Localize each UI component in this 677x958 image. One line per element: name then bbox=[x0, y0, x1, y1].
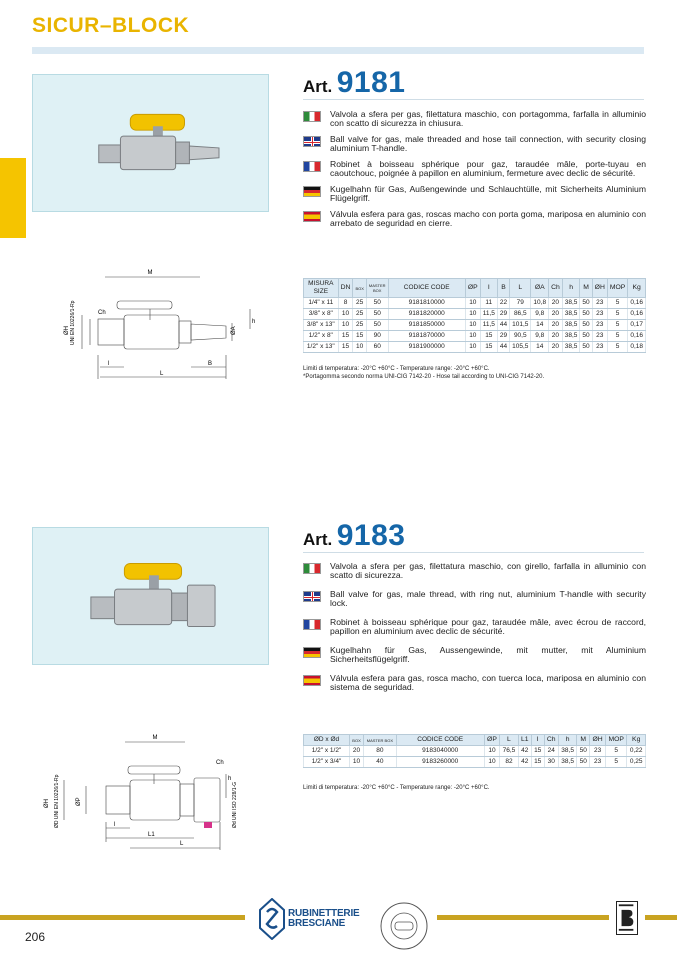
table-cell: 20 bbox=[549, 342, 563, 353]
table-cell: 50 bbox=[580, 342, 592, 353]
description-text: Valvola a sfera per gas, filettatura maschio, con girello, farfalla in alluminio con scatto di sicurezza. bbox=[330, 561, 646, 580]
dim-OP: ØP bbox=[76, 797, 82, 806]
table-cell: 38,5 bbox=[562, 320, 580, 331]
table-cell: 8 bbox=[338, 298, 353, 309]
dim-M: M bbox=[152, 735, 158, 741]
technical-drawing-9183 bbox=[40, 728, 275, 853]
table-cell: 38,5 bbox=[558, 757, 576, 768]
art-number: 9183 bbox=[336, 519, 406, 552]
table-cell: 10 bbox=[484, 757, 500, 768]
table-cell: 5 bbox=[606, 757, 627, 768]
spain-flag-icon bbox=[303, 675, 321, 686]
table-cell: 80 bbox=[364, 746, 397, 757]
brand-line2: BRESCIANE bbox=[288, 918, 346, 929]
note-temperature: Limiti di temperatura: -20°C +60°C - Temperature range: -20°C +60°C. bbox=[303, 366, 490, 372]
table-row bbox=[304, 342, 646, 353]
dim-B: B bbox=[208, 361, 213, 367]
table-cell: 23 bbox=[592, 320, 607, 331]
table-cell: 42 bbox=[518, 746, 531, 757]
description-text: Kugelhahn für Gas, Aussengewinde, mit mutter, mit Aluminium Sicherheitsflügelgriff. bbox=[330, 645, 646, 664]
table-header-row bbox=[304, 735, 646, 746]
notes-9183 bbox=[303, 785, 490, 793]
table-cell: 0,25 bbox=[627, 757, 646, 768]
table-cell: 50 bbox=[580, 320, 592, 331]
col-ch: Ch bbox=[549, 279, 563, 298]
table-cell: 10 bbox=[484, 746, 500, 757]
article-divider bbox=[303, 99, 644, 100]
dim-M: M bbox=[147, 270, 153, 276]
table-cell: 20 bbox=[350, 746, 364, 757]
col-master-box: MASTER BOX bbox=[366, 279, 388, 298]
description-fr bbox=[303, 618, 646, 636]
table-cell: 23 bbox=[592, 298, 607, 309]
dim-l: l bbox=[114, 822, 116, 828]
table-cell: 50 bbox=[577, 746, 590, 757]
description-text: Ball valve for gas, male thread, with ring nut, aluminium T-handle with security lock. bbox=[330, 589, 646, 608]
footer-bar-right bbox=[645, 915, 677, 920]
table-cell: 5 bbox=[607, 309, 627, 320]
table-cell: 23 bbox=[590, 746, 606, 757]
table-cell: 15 bbox=[531, 746, 544, 757]
table-cell: 23 bbox=[592, 309, 607, 320]
table-cell: 50 bbox=[580, 331, 592, 342]
table-cell: 10,8 bbox=[531, 298, 549, 309]
table-cell: 50 bbox=[366, 298, 388, 309]
italy-flag-icon bbox=[303, 111, 321, 122]
table-cell: 38,5 bbox=[562, 331, 580, 342]
table-cell: 15 bbox=[353, 331, 366, 342]
table-cell: 79 bbox=[510, 298, 531, 309]
descriptions-9181 bbox=[303, 110, 646, 235]
brand-line1: RUBINETTERIE bbox=[288, 908, 360, 919]
description-text: Robinet à boisseau sphérique pour gaz, taraudée mâle, avec écrou de raccord, papillon en aluminium avec declic de sécurité. bbox=[330, 617, 646, 636]
article-title-9181 bbox=[303, 66, 405, 100]
table-cell: 9,8 bbox=[531, 331, 549, 342]
description-text: Robinet à boisseau sphérique pour gaz, taraudée mâle, porte-tuyau en caoutchouc, poignée à papillon en aluminium, fermeture avec declic de sécurité. bbox=[330, 159, 646, 178]
table-cell: 3/8" x 8" bbox=[304, 309, 339, 320]
table-row bbox=[304, 331, 646, 342]
table-cell: 15 bbox=[480, 331, 497, 342]
table-cell: 50 bbox=[580, 298, 592, 309]
table-cell: 25 bbox=[353, 298, 366, 309]
table-cell: 38,5 bbox=[562, 298, 580, 309]
table-cell: 50 bbox=[366, 320, 388, 331]
table-cell: 38,5 bbox=[562, 309, 580, 320]
table-cell: 0,16 bbox=[628, 298, 646, 309]
col-op: ØP bbox=[465, 279, 480, 298]
art-label: Art. bbox=[303, 530, 333, 549]
italy-flag-icon bbox=[303, 563, 321, 574]
dim-L1: L1 bbox=[148, 832, 155, 838]
description-it bbox=[303, 110, 646, 128]
table-cell: 5 bbox=[607, 298, 627, 309]
table-cell: 10 bbox=[465, 342, 480, 353]
table-cell: 105,5 bbox=[510, 342, 531, 353]
table-cell: 10 bbox=[465, 298, 480, 309]
table-cell: 24 bbox=[544, 746, 558, 757]
thread-label: UNI EN 10226/1-Rp bbox=[70, 300, 76, 345]
uk-flag-icon bbox=[303, 591, 321, 602]
description-en bbox=[303, 135, 646, 153]
table-cell: 29 bbox=[497, 331, 509, 342]
article-divider bbox=[303, 552, 644, 553]
col-size: ØD x Ød bbox=[304, 735, 350, 746]
table-header-row bbox=[304, 279, 646, 298]
table-cell: 42 bbox=[518, 757, 531, 768]
description-text: Válvula esfera para gas, rosca macho, con tuerca loca, mariposa en aluminio con sistema de seguridad. bbox=[330, 673, 646, 692]
table-cell: 0,16 bbox=[628, 309, 646, 320]
product-photo-9181 bbox=[32, 74, 269, 212]
table-cell: 9181810000 bbox=[388, 298, 465, 309]
table-cell: 10 bbox=[353, 342, 366, 353]
table-cell: 90 bbox=[366, 331, 388, 342]
col-code: CODICE CODE bbox=[396, 735, 484, 746]
table-cell: 15 bbox=[338, 342, 353, 353]
article-title-9183 bbox=[303, 519, 405, 553]
table-cell: 20 bbox=[549, 320, 563, 331]
descriptions-9183 bbox=[303, 562, 646, 699]
col-oh: ØH bbox=[592, 279, 607, 298]
table-cell: 23 bbox=[592, 342, 607, 353]
table-cell: 25 bbox=[353, 309, 366, 320]
footer-bar-mid bbox=[437, 915, 609, 920]
footer-bar-left bbox=[0, 915, 245, 920]
table-cell: 14 bbox=[531, 320, 549, 331]
germany-flag-icon bbox=[303, 647, 321, 658]
table-row bbox=[304, 298, 646, 309]
dim-Ch: Ch bbox=[98, 310, 106, 316]
uk-flag-icon bbox=[303, 136, 321, 147]
col-h: h bbox=[562, 279, 580, 298]
table-cell: 23 bbox=[592, 331, 607, 342]
france-flag-icon bbox=[303, 161, 321, 172]
thread-label-2: Ød UNI ISO 228/1-G bbox=[232, 781, 238, 828]
table-cell: 0,17 bbox=[628, 320, 646, 331]
table-cell: 9181900000 bbox=[388, 342, 465, 353]
description-fr bbox=[303, 160, 646, 178]
table-cell: 5 bbox=[607, 342, 627, 353]
page-number: 206 bbox=[25, 930, 46, 944]
dim-OH: ØH bbox=[44, 799, 50, 808]
col-l1: L1 bbox=[518, 735, 531, 746]
table-cell: 9183260000 bbox=[396, 757, 484, 768]
table-cell: 1/2" x 3/4" bbox=[304, 757, 350, 768]
table-cell: 10 bbox=[338, 309, 353, 320]
description-text: Ball valve for gas, male threaded and hose tail connection, with security closing aluminium T-handle. bbox=[330, 134, 646, 153]
table-cell: 9181870000 bbox=[388, 331, 465, 342]
germany-flag-icon bbox=[303, 186, 321, 197]
table-cell: 30 bbox=[544, 757, 558, 768]
description-text: Válvula esfera para gas, roscas macho con porta goma, mariposa en aluminio con arrebato de seguridad en cierre. bbox=[330, 209, 646, 228]
art-label: Art. bbox=[303, 77, 333, 96]
table-cell: 1/2" x 8" bbox=[304, 331, 339, 342]
col-kg: Kg bbox=[628, 279, 646, 298]
col-l: L bbox=[500, 735, 518, 746]
rubinetterie-bresciane-logo bbox=[259, 898, 371, 940]
table-cell: 9183040000 bbox=[396, 746, 484, 757]
table-cell: 15 bbox=[531, 757, 544, 768]
table-cell: 22 bbox=[497, 298, 509, 309]
dim-L: L bbox=[160, 371, 164, 377]
table-cell: 1/2" x 13" bbox=[304, 342, 339, 353]
col-code: CODICE CODE bbox=[388, 279, 465, 298]
table-row bbox=[304, 757, 646, 768]
dim-h: h bbox=[228, 776, 232, 782]
table-cell: 90,5 bbox=[510, 331, 531, 342]
table-cell: 15 bbox=[480, 342, 497, 353]
b-group-logo bbox=[616, 901, 638, 935]
col-oh: ØH bbox=[590, 735, 606, 746]
table-cell: 11,5 bbox=[480, 309, 497, 320]
table-cell: 5 bbox=[607, 320, 627, 331]
description-en bbox=[303, 590, 646, 608]
table-row bbox=[304, 309, 646, 320]
table-cell: 10 bbox=[338, 320, 353, 331]
table-cell: 44 bbox=[497, 320, 509, 331]
dim-Ch: Ch bbox=[216, 760, 224, 766]
spec-table-9181 bbox=[303, 278, 646, 353]
table-cell: 60 bbox=[366, 342, 388, 353]
table-cell: 44 bbox=[497, 342, 509, 353]
table-cell: 5 bbox=[607, 331, 627, 342]
col-ch: Ch bbox=[544, 735, 558, 746]
table-cell: 50 bbox=[577, 757, 590, 768]
table-cell: 3/8" x 13" bbox=[304, 320, 339, 331]
description-text: Valvola a sfera per gas, filettatura maschio, con portagomma, farfalla in alluminio con scatto di sicurezza in chiusura. bbox=[330, 109, 646, 128]
table-cell: 50 bbox=[580, 309, 592, 320]
page-title: SICUR–BLOCK bbox=[32, 14, 190, 37]
col-dn: DN bbox=[338, 279, 353, 298]
france-flag-icon bbox=[303, 619, 321, 630]
spec-table-9183 bbox=[303, 734, 646, 768]
table-cell: 10 bbox=[465, 320, 480, 331]
table-cell: 9181850000 bbox=[388, 320, 465, 331]
col-mop: MOP bbox=[606, 735, 627, 746]
table-cell: 38,5 bbox=[562, 342, 580, 353]
col-m: M bbox=[580, 279, 592, 298]
col-kg: Kg bbox=[627, 735, 646, 746]
description-it bbox=[303, 562, 646, 580]
table-cell: 10 bbox=[465, 331, 480, 342]
table-cell: 0,18 bbox=[628, 342, 646, 353]
table-cell: 29 bbox=[497, 309, 509, 320]
table-cell: 15 bbox=[338, 331, 353, 342]
description-de bbox=[303, 646, 646, 664]
note-temperature: Limiti di temperatura: -20°C +60°C - Temperature range: -20°C +60°C. bbox=[303, 785, 490, 791]
product-photo-9183 bbox=[32, 527, 269, 665]
dim-l: l bbox=[108, 361, 110, 367]
table-cell: 82 bbox=[500, 757, 518, 768]
table-cell: 86,5 bbox=[510, 309, 531, 320]
table-cell: 0,16 bbox=[628, 331, 646, 342]
col-size: MISURA SIZE bbox=[304, 279, 339, 298]
dim-L: L bbox=[180, 841, 184, 847]
table-cell: 50 bbox=[366, 309, 388, 320]
art-number: 9181 bbox=[336, 66, 406, 99]
dim-h: h bbox=[252, 319, 256, 325]
table-cell: 9181820000 bbox=[388, 309, 465, 320]
table-body bbox=[304, 298, 646, 353]
col-master-box: MASTER BOX bbox=[364, 735, 397, 746]
col-mop: MOP bbox=[607, 279, 627, 298]
iso-certification-seal-icon bbox=[379, 901, 429, 951]
col-oa: ØA bbox=[531, 279, 549, 298]
table-cell: 11,5 bbox=[480, 320, 497, 331]
table-cell: 10 bbox=[350, 757, 364, 768]
col-l: L bbox=[510, 279, 531, 298]
table-cell: 10 bbox=[465, 309, 480, 320]
table-cell: 1/2" x 1/2" bbox=[304, 746, 350, 757]
col-i: I bbox=[480, 279, 497, 298]
thread-label-1: ØD UNI EN 10226/1-Rp bbox=[54, 774, 60, 828]
table-row bbox=[304, 746, 646, 757]
table-row bbox=[304, 320, 646, 331]
table-cell: 20 bbox=[549, 331, 563, 342]
table-cell: 5 bbox=[606, 746, 627, 757]
table-body bbox=[304, 746, 646, 768]
dim-OH: ØH bbox=[64, 326, 70, 335]
col-op: ØP bbox=[484, 735, 500, 746]
notes-9181 bbox=[303, 366, 544, 381]
table-cell: 14 bbox=[531, 342, 549, 353]
table-cell: 38,5 bbox=[558, 746, 576, 757]
col-m: M bbox=[577, 735, 590, 746]
note-hose-tail: *Portagomma secondo norma UNI-CIG 7142-20 - Hose tail according to UNI-CIG 7142-20. bbox=[303, 373, 545, 380]
table-cell: 76,5 bbox=[500, 746, 518, 757]
table-cell: 20 bbox=[549, 309, 563, 320]
spain-flag-icon bbox=[303, 211, 321, 222]
description-es bbox=[303, 210, 646, 228]
description-es bbox=[303, 674, 646, 692]
col-i: I bbox=[531, 735, 544, 746]
col-box: BOX bbox=[353, 279, 366, 298]
section-side-tab bbox=[0, 158, 26, 238]
table-cell: 23 bbox=[590, 757, 606, 768]
title-underline bbox=[32, 47, 644, 54]
table-cell: 25 bbox=[353, 320, 366, 331]
dim-OA: ØA bbox=[231, 326, 237, 335]
description-de bbox=[303, 185, 646, 203]
col-h: h bbox=[558, 735, 576, 746]
description-text: Kugelhahn für Gas, Außengewinde und Schlauchtülle, mit Sicherheits Aluminium Flügelgriff. bbox=[330, 184, 646, 203]
table-cell: 9,8 bbox=[531, 309, 549, 320]
table-cell: 40 bbox=[364, 757, 397, 768]
technical-drawing-9181 bbox=[60, 265, 275, 383]
table-cell: 11 bbox=[480, 298, 497, 309]
table-cell: 1/4" x 11 bbox=[304, 298, 339, 309]
table-cell: 0,22 bbox=[627, 746, 646, 757]
table-cell: 101,5 bbox=[510, 320, 531, 331]
table-cell: 20 bbox=[549, 298, 563, 309]
col-box: BOX bbox=[350, 735, 364, 746]
col-b: B bbox=[497, 279, 509, 298]
